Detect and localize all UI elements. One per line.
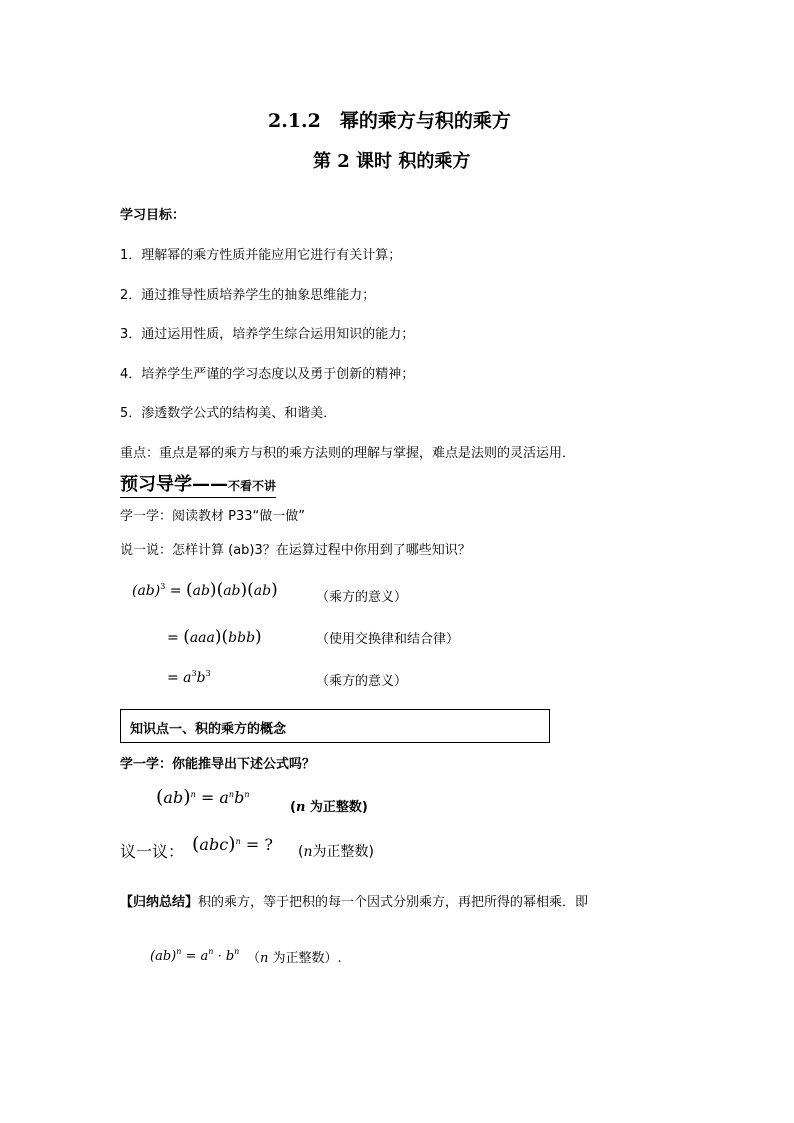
discuss-note: (n为正整数) (298, 844, 374, 860)
objective-item-4: 4．培养学生严谨的学习态度以及勇于创新的精神； (120, 367, 415, 382)
formula-note: (n 为正整数) (290, 800, 368, 815)
preview-heading-dash: —— (192, 474, 228, 495)
preview-heading (120, 470, 276, 498)
summary-text: 积的乘方，等于把积的每一个因式分别乘方，再把所得的幂相乘．即 (198, 895, 589, 910)
formula-note-var: n (295, 800, 306, 815)
preview-heading-main: 预习导学 (120, 474, 192, 495)
discuss-result: = ? (245, 835, 273, 854)
discuss-expression: (abc)$^n$ = ? (192, 833, 273, 855)
page-subtitle: 第 2 课时 积的乘方 (313, 151, 471, 172)
derivation-line-1: (ab)$^3$ = (ab)(ab)(ab) (132, 580, 278, 600)
discuss-note-var: n (303, 844, 313, 860)
objective-item-2: 2．通过推导性质培养学生的抽象思维能力； (120, 288, 376, 303)
knowledge-question: 学一学：你能推导出下述公式吗？ (120, 757, 316, 772)
final-note-var: n (260, 951, 269, 966)
objective-item-5: 5．渗透数学公式的结构美、和谐美． (120, 406, 337, 421)
derivation-note-2: （使用交换律和结合律） (316, 632, 460, 647)
derivation-line-2: = (aaa)(bbb) (167, 627, 262, 647)
final-note-text: 为正整数）. (272, 951, 342, 966)
final-formula: $(ab)^n = a^n \cdot b^n$ (150, 947, 240, 964)
objective-item-3: 3．通过运用性质，培养学生综合运用知识的能力； (120, 327, 415, 342)
preview-heading-sub: 不看不讲 (228, 479, 277, 493)
knowledge-point-box (120, 709, 550, 743)
objective-item-1: 1．理解幂的乘方性质并能应用它进行有关计算； (120, 248, 402, 263)
final-formula-note: （n 为正整数）. (247, 951, 342, 966)
objectives-heading: 学习目标： (120, 208, 186, 223)
preview-talk: 说一说：怎样计算 (ab)3？在运算过程中你用到了哪些知识？ (120, 543, 471, 558)
derivation-note-1: （乘方的意义） (316, 590, 408, 605)
knowledge-point-title: 知识点一、积的乘方的概念 (130, 722, 287, 737)
derivation-note-3: （乘方的意义） (316, 674, 408, 689)
derivation-line-3: = $a^3b^3$ (167, 669, 211, 686)
summary (120, 891, 588, 910)
key-points: 重点：重点是幂的乘方与积的乘方法则的理解与掌握，难点是法则的灵活运用． (120, 446, 576, 461)
discuss-label: 议一议： (120, 842, 185, 861)
page-title: 2.1.2 幂的乘方与积的乘方 (268, 110, 511, 132)
discuss-note-text: 为正整数) (312, 844, 374, 860)
summary-label: 【归纳总结】 (120, 895, 199, 910)
formula-note-text: 为正整数) (305, 800, 368, 815)
power-of-product-formula: $(ab)^n = a^nb^n$ (156, 786, 250, 808)
preview-study: 学一学：阅读教材 P33“做一做” (120, 509, 305, 524)
